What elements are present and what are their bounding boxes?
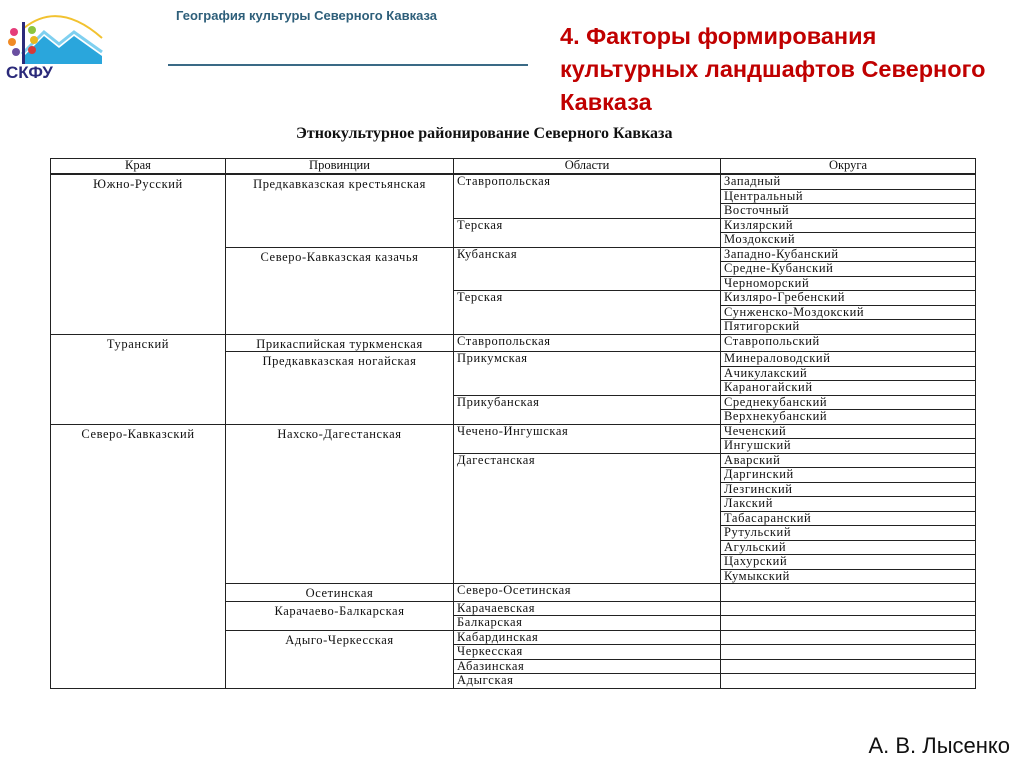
- okrug-cell: Моздокский: [721, 233, 976, 248]
- krai-cell: Южно-Русский: [51, 174, 226, 334]
- oblast-cell: Карачаевская: [454, 601, 721, 616]
- oblast-cell: Ставропольская: [454, 334, 721, 352]
- okrug-cell: [721, 584, 976, 602]
- okrug-cell: Даргинский: [721, 468, 976, 483]
- okrug-cell: Ингушский: [721, 439, 976, 454]
- table-header-row: [51, 159, 976, 175]
- column-header: Провинции: [226, 159, 454, 175]
- table-title: Этнокультурное районирование Северного Кавказа: [296, 125, 673, 142]
- okrug-cell: Сунженско-Моздокский: [721, 305, 976, 320]
- okrug-cell: Караногайский: [721, 381, 976, 396]
- krai-cell: Северо-Кавказский: [51, 424, 226, 688]
- header-divider: [168, 64, 528, 66]
- okrug-cell: Западный: [721, 174, 976, 189]
- oblast-cell: Чечено-Ингушская: [454, 424, 721, 453]
- okrug-cell: Восточный: [721, 204, 976, 219]
- oblast-cell: Адыгская: [454, 674, 721, 689]
- okrug-cell: Ставропольский: [721, 334, 976, 352]
- svg-text:СКФУ: СКФУ: [6, 63, 53, 80]
- okrug-cell: [721, 674, 976, 689]
- okrug-cell: Западно-Кубанский: [721, 247, 976, 262]
- course-title: География культуры Северного Кавказа: [176, 8, 438, 23]
- okrug-cell: Кизляро-Гребенский: [721, 291, 976, 306]
- okrug-cell: Лезгинский: [721, 482, 976, 497]
- okrug-cell: [721, 645, 976, 660]
- oblast-cell: Абазинская: [454, 659, 721, 674]
- table-row: [51, 174, 976, 189]
- oblast-cell: Кабардинская: [454, 630, 721, 645]
- oblast-cell: Терская: [454, 218, 721, 247]
- okrug-cell: Табасаранский: [721, 511, 976, 526]
- okrug-cell: Минераловодский: [721, 352, 976, 367]
- okrug-cell: Черноморский: [721, 276, 976, 291]
- okrug-cell: Центральный: [721, 189, 976, 204]
- okrug-cell: [721, 601, 976, 616]
- table-row: [51, 424, 976, 439]
- province-cell: Предкавказская ногайская: [226, 352, 454, 425]
- okrug-cell: [721, 630, 976, 645]
- oblast-cell: Прикубанская: [454, 395, 721, 424]
- okrug-cell: Цахурский: [721, 555, 976, 570]
- oblast-cell: Кубанская: [454, 247, 721, 291]
- okrug-cell: Кумыкский: [721, 569, 976, 584]
- okrug-cell: Аварский: [721, 453, 976, 468]
- okrug-cell: [721, 616, 976, 631]
- slide-title: 4. Факторы формирования культурных ландшафтов Северного Кавказа: [560, 23, 986, 115]
- krai-cell: Туранский: [51, 334, 226, 424]
- province-cell: Осетинская: [226, 584, 454, 602]
- oblast-cell: Терская: [454, 291, 721, 335]
- author: А. В. Лысенко: [868, 733, 1010, 758]
- oblast-cell: Северо-Осетинская: [454, 584, 721, 602]
- column-header: Области: [454, 159, 721, 175]
- province-cell: Карачаево-Балкарская: [226, 601, 454, 630]
- okrug-cell: Ачикулакский: [721, 366, 976, 381]
- table-row: [51, 334, 976, 352]
- province-cell: Северо-Кавказская казачья: [226, 247, 454, 334]
- province-cell: Адыго-Черкесская: [226, 630, 454, 688]
- okrug-cell: Среднекубанский: [721, 395, 976, 410]
- column-header: Края: [51, 159, 226, 175]
- okrug-cell: Пятигорский: [721, 320, 976, 335]
- okrug-cell: Лакский: [721, 497, 976, 512]
- oblast-cell: Балкарская: [454, 616, 721, 631]
- province-cell: Нахско-Дагестанская: [226, 424, 454, 584]
- oblast-cell: Черкесская: [454, 645, 721, 660]
- okrug-cell: Средне-Кубанский: [721, 262, 976, 277]
- okrug-cell: Кизлярский: [721, 218, 976, 233]
- oblast-cell: Дагестанская: [454, 453, 721, 584]
- okrug-cell: Верхнекубанский: [721, 410, 976, 425]
- okrug-cell: Чеченский: [721, 424, 976, 439]
- okrug-cell: Агульский: [721, 540, 976, 555]
- okrug-cell: Рутульский: [721, 526, 976, 541]
- okrug-cell: [721, 659, 976, 674]
- oblast-cell: Прикумская: [454, 352, 721, 396]
- province-cell: Предкавказская крестьянская: [226, 174, 454, 247]
- column-header: Округа: [721, 159, 976, 175]
- oblast-cell: Ставропольская: [454, 174, 721, 218]
- ethnocultural-regions-table: [50, 158, 976, 689]
- university-logo: [4, 8, 104, 80]
- province-cell: Прикаспийская туркменская: [226, 334, 454, 352]
